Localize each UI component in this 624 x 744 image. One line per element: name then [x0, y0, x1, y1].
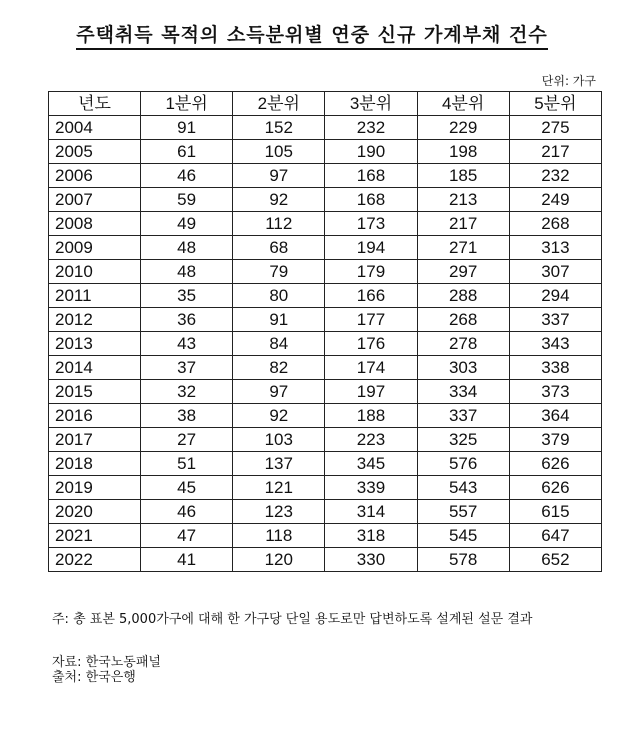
value-cell: 27	[141, 428, 233, 452]
table-body	[49, 116, 602, 572]
year-cell: 2018	[49, 452, 141, 476]
value-cell: 337	[509, 308, 601, 332]
value-cell: 217	[417, 212, 509, 236]
value-cell: 51	[141, 452, 233, 476]
value-cell: 278	[417, 332, 509, 356]
value-cell: 288	[417, 284, 509, 308]
value-cell: 48	[141, 236, 233, 260]
value-cell: 152	[233, 116, 325, 140]
value-cell: 337	[417, 404, 509, 428]
value-cell: 37	[141, 356, 233, 380]
value-cell: 97	[233, 380, 325, 404]
table-row	[49, 164, 602, 188]
value-cell: 379	[509, 428, 601, 452]
value-cell: 68	[233, 236, 325, 260]
value-cell: 229	[417, 116, 509, 140]
value-cell: 325	[417, 428, 509, 452]
table-row	[49, 428, 602, 452]
footnote: 주: 총 표본 5,000가구에 대해 한 가구당 단일 용도로만 답변하도록 설계된 설문 결과	[52, 612, 533, 627]
year-cell: 2014	[49, 356, 141, 380]
value-cell: 271	[417, 236, 509, 260]
value-cell: 343	[509, 332, 601, 356]
value-cell: 38	[141, 404, 233, 428]
value-cell: 338	[509, 356, 601, 380]
table-row	[49, 332, 602, 356]
data-table	[48, 91, 602, 572]
table-row	[49, 476, 602, 500]
unit-label: 단위: 가구	[541, 74, 596, 88]
value-cell: 91	[141, 116, 233, 140]
year-cell: 2005	[49, 140, 141, 164]
column-header-quintile-2: 2분위	[233, 92, 325, 116]
value-cell: 174	[325, 356, 417, 380]
table-row	[49, 188, 602, 212]
value-cell: 318	[325, 524, 417, 548]
table-row	[49, 308, 602, 332]
table-row	[49, 524, 602, 548]
value-cell: 92	[233, 404, 325, 428]
table-row	[49, 284, 602, 308]
value-cell: 49	[141, 212, 233, 236]
value-cell: 626	[509, 452, 601, 476]
year-cell: 2004	[49, 116, 141, 140]
value-cell: 197	[325, 380, 417, 404]
value-cell: 82	[233, 356, 325, 380]
value-cell: 217	[509, 140, 601, 164]
value-cell: 232	[325, 116, 417, 140]
value-cell: 185	[417, 164, 509, 188]
value-cell: 303	[417, 356, 509, 380]
value-cell: 105	[233, 140, 325, 164]
value-cell: 334	[417, 380, 509, 404]
value-cell: 223	[325, 428, 417, 452]
value-cell: 213	[417, 188, 509, 212]
table-row	[49, 356, 602, 380]
table-header	[49, 92, 602, 116]
value-cell: 313	[509, 236, 601, 260]
column-header-quintile-4: 4분위	[417, 92, 509, 116]
value-cell: 647	[509, 524, 601, 548]
table-row	[49, 452, 602, 476]
value-cell: 190	[325, 140, 417, 164]
page-title	[0, 20, 624, 47]
value-cell: 41	[141, 548, 233, 572]
year-cell: 2010	[49, 260, 141, 284]
table-row	[49, 140, 602, 164]
value-cell: 578	[417, 548, 509, 572]
value-cell: 576	[417, 452, 509, 476]
value-cell: 166	[325, 284, 417, 308]
value-cell: 232	[509, 164, 601, 188]
value-cell: 118	[233, 524, 325, 548]
value-cell: 652	[509, 548, 601, 572]
value-cell: 121	[233, 476, 325, 500]
value-cell: 137	[233, 452, 325, 476]
year-cell: 2012	[49, 308, 141, 332]
page-title-text: 주택취득 목적의 소득분위별 연중 신규 가계부채 건수	[76, 24, 547, 50]
value-cell: 97	[233, 164, 325, 188]
value-cell: 545	[417, 524, 509, 548]
origin-source: 출처: 한국은행	[52, 670, 136, 685]
value-cell: 314	[325, 500, 417, 524]
value-cell: 45	[141, 476, 233, 500]
value-cell: 43	[141, 332, 233, 356]
table-row	[49, 404, 602, 428]
header-row	[49, 92, 602, 116]
year-cell: 2013	[49, 332, 141, 356]
value-cell: 59	[141, 188, 233, 212]
table-row	[49, 380, 602, 404]
value-cell: 179	[325, 260, 417, 284]
year-cell: 2008	[49, 212, 141, 236]
value-cell: 268	[417, 308, 509, 332]
value-cell: 330	[325, 548, 417, 572]
value-cell: 176	[325, 332, 417, 356]
value-cell: 46	[141, 164, 233, 188]
value-cell: 120	[233, 548, 325, 572]
value-cell: 80	[233, 284, 325, 308]
value-cell: 339	[325, 476, 417, 500]
table-row	[49, 116, 602, 140]
value-cell: 307	[509, 260, 601, 284]
table-row	[49, 212, 602, 236]
value-cell: 249	[509, 188, 601, 212]
value-cell: 47	[141, 524, 233, 548]
source-block	[52, 655, 161, 685]
value-cell: 92	[233, 188, 325, 212]
column-header-quintile-3: 3분위	[325, 92, 417, 116]
table-row	[49, 236, 602, 260]
value-cell: 168	[325, 164, 417, 188]
year-cell: 2022	[49, 548, 141, 572]
value-cell: 173	[325, 212, 417, 236]
value-cell: 615	[509, 500, 601, 524]
value-cell: 123	[233, 500, 325, 524]
year-cell: 2009	[49, 236, 141, 260]
year-cell: 2016	[49, 404, 141, 428]
value-cell: 32	[141, 380, 233, 404]
value-cell: 626	[509, 476, 601, 500]
data-source: 자료: 한국노동패널	[52, 655, 161, 670]
value-cell: 36	[141, 308, 233, 332]
table-row	[49, 548, 602, 572]
value-cell: 194	[325, 236, 417, 260]
year-cell: 2021	[49, 524, 141, 548]
year-cell: 2006	[49, 164, 141, 188]
value-cell: 112	[233, 212, 325, 236]
value-cell: 557	[417, 500, 509, 524]
column-header-year: 년도	[49, 92, 141, 116]
table-row	[49, 500, 602, 524]
value-cell: 84	[233, 332, 325, 356]
value-cell: 177	[325, 308, 417, 332]
year-cell: 2019	[49, 476, 141, 500]
year-cell: 2017	[49, 428, 141, 452]
value-cell: 198	[417, 140, 509, 164]
value-cell: 48	[141, 260, 233, 284]
value-cell: 543	[417, 476, 509, 500]
value-cell: 168	[325, 188, 417, 212]
year-cell: 2007	[49, 188, 141, 212]
table-row	[49, 260, 602, 284]
value-cell: 364	[509, 404, 601, 428]
value-cell: 35	[141, 284, 233, 308]
value-cell: 297	[417, 260, 509, 284]
value-cell: 79	[233, 260, 325, 284]
value-cell: 345	[325, 452, 417, 476]
year-cell: 2011	[49, 284, 141, 308]
value-cell: 275	[509, 116, 601, 140]
value-cell: 373	[509, 380, 601, 404]
column-header-quintile-5: 5분위	[509, 92, 601, 116]
year-cell: 2020	[49, 500, 141, 524]
column-header-quintile-1: 1분위	[141, 92, 233, 116]
year-cell: 2015	[49, 380, 141, 404]
value-cell: 103	[233, 428, 325, 452]
value-cell: 46	[141, 500, 233, 524]
value-cell: 294	[509, 284, 601, 308]
value-cell: 268	[509, 212, 601, 236]
value-cell: 91	[233, 308, 325, 332]
value-cell: 188	[325, 404, 417, 428]
value-cell: 61	[141, 140, 233, 164]
